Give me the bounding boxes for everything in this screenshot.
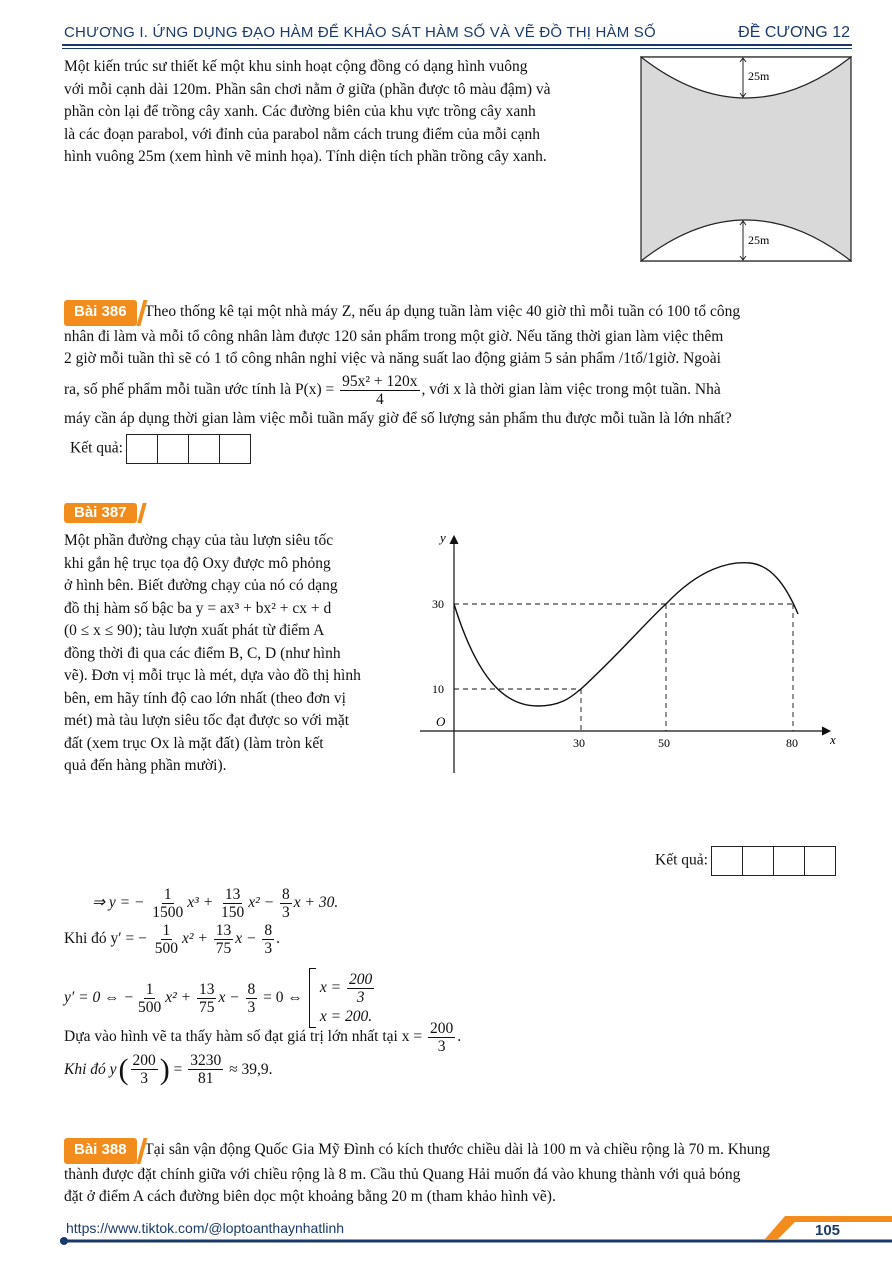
den: 500 <box>154 940 178 957</box>
footer-bar <box>60 1214 892 1248</box>
num: 3230 <box>190 1052 222 1069</box>
p387-line: ở hình bên. Biết đường chạy của nó có dạng <box>64 577 338 594</box>
p387-line: đất (xem trục Ox là mặt đất) (làm tròn kết <box>64 734 324 752</box>
problem-388 <box>64 1138 852 1209</box>
eq-text: . <box>457 1028 462 1046</box>
p387-line: đồng thời đi qua các điểm B, C, D (như hình <box>64 644 341 662</box>
header-rule-thin <box>62 48 852 49</box>
p386-line4-pre: ra, số phế phẩm mỗi tuần ước tính là P(x) = <box>64 380 335 398</box>
header-rule <box>62 44 852 46</box>
footer-dot <box>60 1237 68 1245</box>
guide-lines <box>454 604 793 731</box>
answer-boxes-386[interactable] <box>127 434 251 464</box>
eq-text: x − <box>218 989 240 1006</box>
p388-line3: đặt ở điểm A cách đường biên dọc một khoảng bằng 20 m (tham khảo hình vẽ). <box>64 1188 556 1205</box>
eq-text: x² + <box>165 989 192 1006</box>
p387-line: đồ thị hàm số bậc ba y = ax³ + bx² + cx + d <box>64 599 332 617</box>
num: 200 <box>429 1020 454 1037</box>
x-axis-label: x <box>830 732 836 747</box>
den: 150 <box>221 904 245 921</box>
den: 1500 <box>152 904 184 921</box>
badge-388: Bài 388 <box>64 1138 137 1164</box>
origin-label: O <box>436 714 446 729</box>
top-25m-label: 25m <box>748 69 770 83</box>
eq-text: . <box>276 930 280 948</box>
x-axis-arrow <box>822 727 830 735</box>
frac <box>197 981 217 1016</box>
frac <box>347 971 374 1006</box>
frac <box>131 1052 158 1087</box>
y-axis-arrow <box>450 536 458 544</box>
paren-close: ) <box>159 1052 170 1086</box>
num: 1 <box>163 886 172 903</box>
frac <box>188 1052 223 1087</box>
square-park-figure <box>640 56 852 262</box>
frac <box>150 886 185 921</box>
num: 13 <box>198 980 215 998</box>
num: 13 <box>224 886 241 903</box>
eq-text: x³ + <box>187 894 214 912</box>
p387-line: vẽ). Đơn vị mỗi trục là mét, dựa vào đồ thị hình <box>64 667 361 684</box>
p386-line5: máy cần áp dụng thời gian làm việc mỗi tuần mấy giờ để số lượng sản phẩm thu được mỗi tuần là lớn nhất? <box>64 409 732 427</box>
num: 200 <box>132 1052 156 1069</box>
answer-box[interactable] <box>219 434 251 464</box>
p388-line1: Tại sân vận động Quốc Gia Mỹ Đình có kích thước chiều dài là 100 m và chiều rộng là 70 m. Khung <box>144 1141 770 1158</box>
p387-line: bên, em hãy tính độ cao lớn nhất (theo đơn vị <box>64 689 346 707</box>
x-tick-80: 80 <box>786 736 798 750</box>
eq-text: x = 200. <box>319 1007 373 1025</box>
eq-text: = 0 ⇔ <box>263 989 303 1006</box>
footer-url-link[interactable]: https://www.tiktok.com/@loptoanthaynhatlinh <box>66 1220 345 1236</box>
defect-fraction <box>340 373 419 408</box>
frac <box>153 922 180 957</box>
answer-box[interactable] <box>188 434 220 464</box>
den: 75 <box>215 940 232 957</box>
paren-open: ( <box>118 1052 129 1086</box>
frac <box>136 981 163 1016</box>
den: 3 <box>264 940 273 957</box>
eq-text: x + 30. <box>293 894 339 912</box>
p387-line: (0 ≤ x ≤ 90); tàu lượn xuất phát từ điểm A <box>64 622 325 639</box>
eq-text: Khi đó y <box>64 1060 117 1078</box>
eq-text: x² + <box>182 930 208 948</box>
p388-line2: thành được đặt chính giữa với chiều rộng là 8 m. Cầu thủ Quang Hải muốn đá vào khung thành với quả bóng <box>64 1165 741 1183</box>
problem-387-text <box>64 530 398 778</box>
bottom-25m-label: 25m <box>748 233 770 247</box>
result-387 <box>655 846 836 876</box>
num: 8 <box>264 922 273 939</box>
answer-box[interactable] <box>157 434 189 464</box>
den: 500 <box>137 998 162 1016</box>
p386-line4-post: , với x là thời gian làm việc trong một tuần. Nhà <box>421 380 721 398</box>
num: 1 <box>162 922 171 939</box>
frac <box>262 922 274 957</box>
intro-line: là các đoạn parabol, với đỉnh của parabol nằm cách trung điểm của mỗi cạnh <box>64 125 541 143</box>
den: 75 <box>198 998 215 1016</box>
cases <box>320 971 376 1026</box>
den: 81 <box>198 1070 214 1087</box>
fraction-numerator: 95x² + 120x <box>342 372 418 390</box>
answer-box[interactable] <box>742 846 774 876</box>
num: 200 <box>349 970 373 988</box>
p387-line: Một phần đường chạy của tàu lượn siêu tốc <box>64 532 334 549</box>
eq-text: x − <box>235 930 257 948</box>
fraction-denominator: 4 <box>375 390 384 408</box>
solution-eq3 <box>64 968 376 1028</box>
intro-line: hình vuông 25m (xem hình vẽ minh họa). Tính diện tích phần trồng cây xanh. <box>64 148 547 165</box>
p387-line: mét) mà tàu lượn siêu tốc đạt được so với mặt <box>64 712 350 729</box>
roller-coaster-graph <box>420 528 850 778</box>
chapter-title: CHƯƠNG I. ỨNG DỤNG ĐẠO HÀM ĐỂ KHẢO SÁT HÀM SỐ VÀ VẼ ĐỒ THỊ HÀM SỐ <box>64 24 656 41</box>
intro-line: phần còn lại để trồng cây xanh. Các đường biên của khu vực trồng cây xanh <box>64 103 536 120</box>
solution-eq1 <box>92 886 338 921</box>
problem-386 <box>64 300 852 464</box>
case-bracket <box>309 968 316 1028</box>
eq-text: ⇒ y = − <box>92 894 145 912</box>
answer-box[interactable] <box>711 846 743 876</box>
y-tick-30: 30 <box>432 597 444 611</box>
y-tick-10: 10 <box>432 682 444 696</box>
num: 8 <box>282 886 290 903</box>
eq-text: Khi đó y′ = − <box>64 930 147 948</box>
intro-paragraph <box>64 56 628 169</box>
badge-387-wrap <box>64 503 137 523</box>
solution-eq2 <box>64 922 280 957</box>
answer-box[interactable] <box>773 846 805 876</box>
frac <box>246 981 258 1016</box>
answer-box[interactable] <box>804 846 836 876</box>
eq-text: x² − <box>248 894 275 912</box>
eq-text: ≈ 39,9. <box>229 1060 273 1078</box>
frac <box>428 1020 455 1055</box>
x-tick-50: 50 <box>658 736 670 750</box>
num: 1 <box>145 980 154 998</box>
den: 3 <box>437 1038 446 1055</box>
p387-line: khi gắn hệ trục tọa độ Oxy được mô phỏng <box>64 554 331 572</box>
answer-boxes-387[interactable] <box>712 846 836 876</box>
frac <box>214 922 234 957</box>
den: 3 <box>356 988 365 1006</box>
eq-text: Dựa vào hình vẽ ta thấy hàm số đạt giá trị lớn nhất tại x = <box>64 1028 423 1046</box>
eq-text: x = <box>319 978 342 996</box>
answer-box[interactable] <box>126 434 158 464</box>
frac <box>219 886 246 921</box>
den: 3 <box>282 904 290 921</box>
y-axis-label: y <box>440 530 446 545</box>
num: 13 <box>215 922 232 939</box>
badge-386: Bài 386 <box>64 300 137 326</box>
p387-line: quả đến hàng phần mười). <box>64 757 227 774</box>
solution-eq4 <box>64 1020 461 1055</box>
eq-text: y′ = 0 ⇔ − <box>64 989 134 1006</box>
x-tick-30: 30 <box>573 736 585 750</box>
solution-eq5 <box>64 1052 273 1087</box>
frac <box>280 886 292 921</box>
cubic-curve <box>454 563 798 706</box>
eq-text: = <box>173 1060 183 1078</box>
intro-line: Một kiến trúc sư thiết kế một khu sinh hoạt cộng đồng có dạng hình vuông <box>64 58 528 75</box>
p386-line2: nhân đi làm và mỗi tổ công nhân làm được 120 sản phẩm trong một giờ. Nếu tăng thời gian làm việc thêm <box>64 327 724 345</box>
den: 3 <box>140 1070 149 1087</box>
intro-line: với mỗi cạnh dài 120m. Phần sân chơi nằm ở giữa (phần được tô màu đậm) và <box>64 80 551 98</box>
result-label-387: Kết quả: <box>655 851 708 869</box>
p386-line3: 2 giờ mỗi tuần thì sẽ có 1 tổ công nhân nghỉ việc và năng suất lao động giảm 5 sản phẩm /1tổ/1giờ. Ngoài <box>64 350 721 367</box>
result-label-386: Kết quả: <box>70 439 123 457</box>
num: 8 <box>247 980 256 998</box>
den: 3 <box>247 998 256 1016</box>
p386-line1: Theo thống kê tại một nhà máy Z, nếu áp dụng tuần làm việc 40 giờ thì mỗi tuần có 100 tổ công <box>144 303 741 320</box>
page-number: 105 <box>815 1222 841 1239</box>
doc-title: ĐỀ CƯƠNG 12 <box>738 24 850 41</box>
badge-387: Bài 387 <box>64 503 137 523</box>
